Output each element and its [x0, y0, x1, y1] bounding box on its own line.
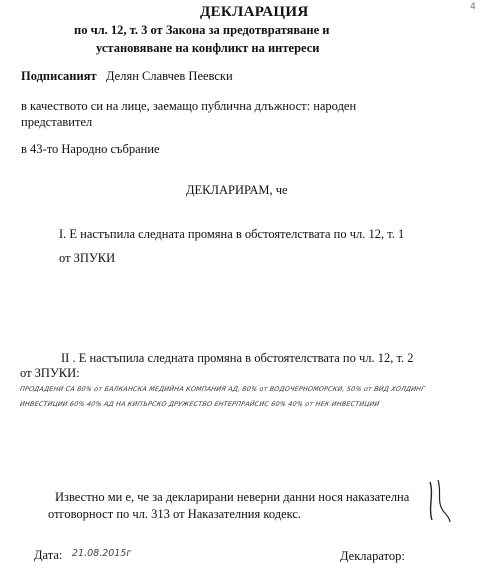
date-value: 21.08.2015г	[72, 548, 132, 559]
handwritten-line-2: ИНВЕСТИЦИИ 60% 40% АД НА КИПЪРСКО ДРУЖЕСТВО ЕНТЕРПРАЙСИС 60% 40% от НЕК ИНВЕСТИЦИИ	[19, 400, 381, 408]
assembly-line: в 43-то Народно събрание	[21, 142, 160, 156]
section-2-line-2: от ЗПУКИ:	[20, 366, 80, 380]
document-title: ДЕКЛАРАЦИЯ	[200, 4, 309, 20]
declarant-label: Декларатор:	[340, 549, 405, 563]
notice-line-1: Известно ми е, че за декларирани неверни данни нося наказателна	[55, 490, 410, 504]
notice-line-2: отговорност по чл. 313 от Наказателния кодекс.	[48, 507, 302, 521]
corner-mark: 4	[470, 2, 476, 12]
handwritten-line-1: ПРОДАДЕНИ СА 80% от БАЛКАНСКА МЕДИЙНА КОМПАНИЯ АД, 80% от ВОДОЧЕРНОМОРСКИ, 50% от ВИД ХОЛДИНГ	[19, 385, 426, 393]
date-label: Дата:	[34, 548, 63, 562]
signer-name: Делян Славчев Пеевски	[105, 69, 233, 83]
document-subtitle-line-1: по чл. 12, т. 3 от Закона за предотвратяване и	[74, 23, 330, 37]
signer-line	[21, 69, 233, 84]
declare-heading: ДЕКЛАРИРАМ, че	[186, 183, 288, 197]
section-1-line-1: I. Е настъпила следната промяна в обстоятелствата по чл. 12, т. 1	[59, 227, 405, 241]
signature-mark	[424, 478, 454, 524]
capacity-line-1: в качеството си на лице, заемащо публична длъжност: народен	[21, 99, 357, 113]
section-2-line-1: II . Е настъпила следната промяна в обстоятелствата по чл. 12, т. 2	[61, 351, 414, 365]
signer-label: Подписаният	[21, 69, 97, 83]
document-subtitle-line-2: установяване на конфликт на интереси	[96, 41, 320, 55]
section-1-line-2: от ЗПУКИ	[59, 251, 116, 265]
capacity-line-2: представител	[21, 115, 93, 129]
